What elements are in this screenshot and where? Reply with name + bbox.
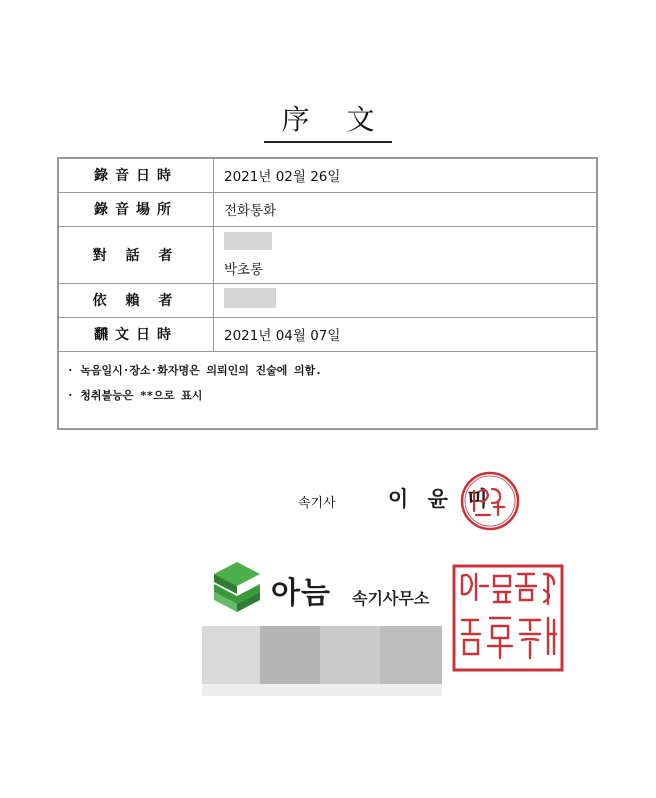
label-recording-date: 錄音日時 xyxy=(58,158,214,192)
value-transcription-date: 2021년 04월 07일 xyxy=(214,317,598,351)
note-item: · 청취불능은 **으로 표시 xyxy=(67,388,203,402)
value-recording-date: 2021년 02월 26일 xyxy=(214,158,598,192)
personal-seal xyxy=(458,469,522,533)
value-recording-place: 전화통화 xyxy=(214,192,598,226)
redacted-contact-info xyxy=(202,626,442,696)
label-speakers: 對 話 者 xyxy=(58,226,214,283)
label-recording-place: 錄音場所 xyxy=(58,192,214,226)
office-seal xyxy=(450,562,566,674)
redacted-speaker xyxy=(224,232,272,250)
brand-name: 아늠 xyxy=(271,576,331,611)
info-table xyxy=(57,157,598,430)
redacted-client xyxy=(224,288,276,308)
notes xyxy=(58,351,597,429)
label-client: 依 賴 者 xyxy=(58,283,214,317)
brand-logo-icon xyxy=(210,560,264,614)
stenographer-signature: 이 윤 미 xyxy=(388,486,494,511)
document-title: 序 文 xyxy=(0,103,656,143)
note-item: · 녹음일시·장소·화자명은 의뢰인의 진술에 의함. xyxy=(67,363,322,377)
value-speaker: 박초롱 xyxy=(224,261,264,278)
label-transcription-date: 飜文日時 xyxy=(58,317,214,351)
brand-subtitle: 속기사무소 xyxy=(352,589,430,608)
stenographer-label: 속기사 xyxy=(298,496,336,511)
